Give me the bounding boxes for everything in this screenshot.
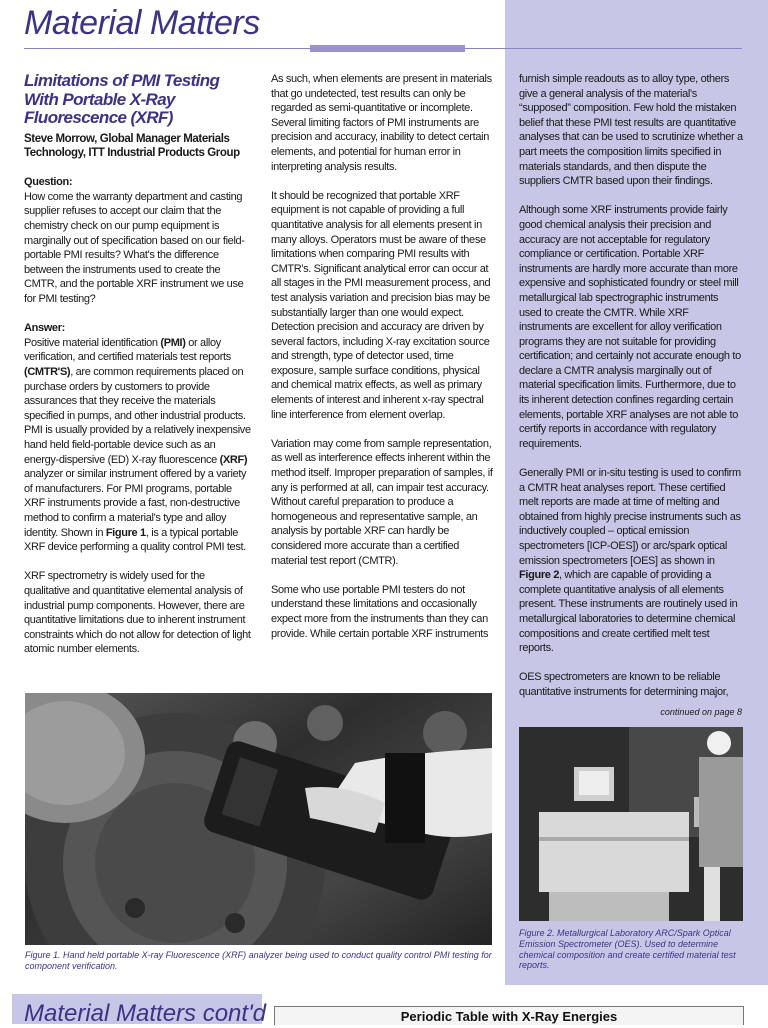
continued-section-title: Material Matters cont'd (24, 1000, 267, 1027)
paragraph-xrf-spectrometry: XRF spectrometry is widely used for the qualitative and quantitative elemental analysis of industrial pump components. However, there are quantitative limitations due to inherent instrument constraints which do not allow for detection of light atomic number elements. (24, 570, 251, 656)
paragraph-although: Although some XRF instruments provide fairly good chemical analysis their precision and accuracy are not acceptable for regulatory compliance or certification. Portable XRF instruments are hardly more accurate than more expensive and sophisticated foundry or steel mill metallurgical lab spectrographic instruments used to create the CMTR. While XRF instruments are excellent for alloy verification programs they are not suitable for providing certification; and certainly not accurate enough to declare a CMTR analysis marginally out of material specification limits. Furthermore, due to its inherent detection confines regarding certain elements, portable XRF analyses are not able to certify reports in accordance with regulatory requirements. (519, 204, 741, 450)
paragraph-variation: Variation may come from sample representation, as well as interference effects inherent within the method itself. Improper preparation of samples, if any is performed at all, can impair test accuracy. Without careful preparation to produce a homogeneous and representative sample, an analysis by portable XRF can hardly be considered more accurate than a certified material test report (CMTR). (271, 437, 493, 567)
answer-text: or alloy verification, and certified materials test reports (24, 336, 231, 364)
question-label: Question: (24, 176, 73, 189)
paragraph-text: , which are capable of providing a complete quantitative analysis of all elements present. These instruments are routinely used in metallurgical laboratories to determine chemical compositions and create certified melt test reports. (519, 569, 738, 655)
continued-section-header (12, 994, 267, 1027)
figure-1-photo (25, 693, 492, 945)
article-column-1 (24, 72, 252, 671)
paragraph-as-such: As such, when elements are present in materials that go undetected, test results can only be regarded as semi-quantitative or incomplete. Several limiting factors of PMI instruments are precision and accuracy, inability to detect certain elements, and potential for human error in interpreting analysis results. (271, 73, 492, 173)
answer-text-bold: (CMTR'S) (24, 366, 71, 378)
xrf-analyzer-illustration (25, 693, 492, 945)
page-title: Material Matters (24, 4, 260, 42)
question-text: How come the warranty department and casting supplier refuses to accept our claim that the chemistry check on our pump equipment is marginally out of specification based on our field-portable PMI results? What's the difference between the instruments used to create the CMTR, and the portable XRF instrument we use for PMI testing? (24, 190, 245, 306)
answer-text-bold: (PMI) (160, 336, 186, 349)
paragraph-some-who: Some who use portable PMI testers do not understand these limitations and occasionally expect more from the instruments than they can provide. While certain portable XRF instruments (271, 583, 489, 640)
paragraph-generally (519, 466, 743, 656)
paragraph-recognized: It should be recognized that portable XRF equipment is not capable of providing a full quantitative analysis for all elements present in many alloys. Operators must be aware of these limitations when comparing PMI results with CMTR's. Significant analytical error can occur at all stages in the PMI measurement process, and test analysis variation and precision bias may be substantially larger than one would expect. Detection precision and accuracy are driven by several factors, including X-ray excitation source and strength, type of detector used, time exposure, sample surface conditions, physical and chemical matrix effects, as well as primary elements of interest and inherent x-ray spectral line interference from element overlap. (271, 189, 491, 421)
answer-text: Positive material identification (24, 336, 161, 349)
answer-label: Answer: (24, 322, 65, 335)
periodic-table-title: Periodic Table with X-Ray Energies (400, 1009, 618, 1024)
paragraph-text: Generally PMI or in-situ testing is used to confirm a CMTR heat analyses report. These certified melt reports are made at time of melting and obtained from highly precise instruments such as inductively coupled – optical emission spectrometers [ICP-OES]) or arc/spark optical emission spectrometers [OES] as shown in (519, 467, 741, 567)
periodic-table-figure (274, 1006, 744, 1025)
answer-text: analyzer or similar instrument offered by a variety of manufacturers. For PMI programs, portable XRF instruments provide a fast, non-destructive method to confirm a material's type and alloy identity. Shown in (24, 468, 247, 539)
paragraph-oes: OES spectrometers are known to be reliable quantitative instruments for determining major, (519, 671, 729, 698)
figure-2-reference: Figure 2 (519, 569, 559, 582)
oes-spectrometer-illustration (519, 727, 743, 921)
article-column-3 (519, 72, 743, 714)
figure-2-photo (519, 727, 743, 921)
article-title: Limitations of PMI Testing With Portable X-Ray Fluorescence (XRF) (24, 71, 220, 127)
figure-1-caption: Figure 1. Hand held portable X-ray Fluorescence (XRF) analyzer being used to conduct quality control PMI testing for component verification. (25, 950, 492, 971)
answer-paragraph (24, 321, 252, 555)
header-accent-bar (310, 45, 465, 52)
article-column-2 (271, 72, 493, 656)
figure-1-reference: Figure 1 (105, 526, 146, 539)
question-paragraph (24, 175, 252, 306)
answer-text-bold: (XRF) (219, 453, 248, 466)
figure-2-caption: Figure 2. Metallurgical Laboratory ARC/Spark Optical Emission Spectrometer (OES). Used to determine chemical composition and create certified material test reports. (519, 928, 736, 971)
continued-note: continued on page 8 (660, 707, 742, 717)
answer-text: , is a typical portable XRF device performing a quality control PMI test. (24, 526, 246, 554)
answer-text: , are common requirements placed on purchase orders by customers to provide assurances that they receive the materials specified in pumps, and other industrial products. PMI is usually provided by a relatively inexpensive hand held field-portable device such as an energy-dispersive (ED) X-ray fluorescence (24, 366, 251, 466)
article-byline: Steve Morrow, Global Manager Materials Technology, ITT Industrial Products Group (24, 132, 240, 160)
paragraph-furnish: furnish simple readouts as to alloy type, others give a general analysis of the material's “supposed” composition. Few hold the mistaken belief that these PMI test results are quantitative analyses that can be used to scrutinize whether a part meets the composition limits specified in materials standards, and then dispute the suppliers CMTR based upon their findings. (519, 73, 743, 188)
